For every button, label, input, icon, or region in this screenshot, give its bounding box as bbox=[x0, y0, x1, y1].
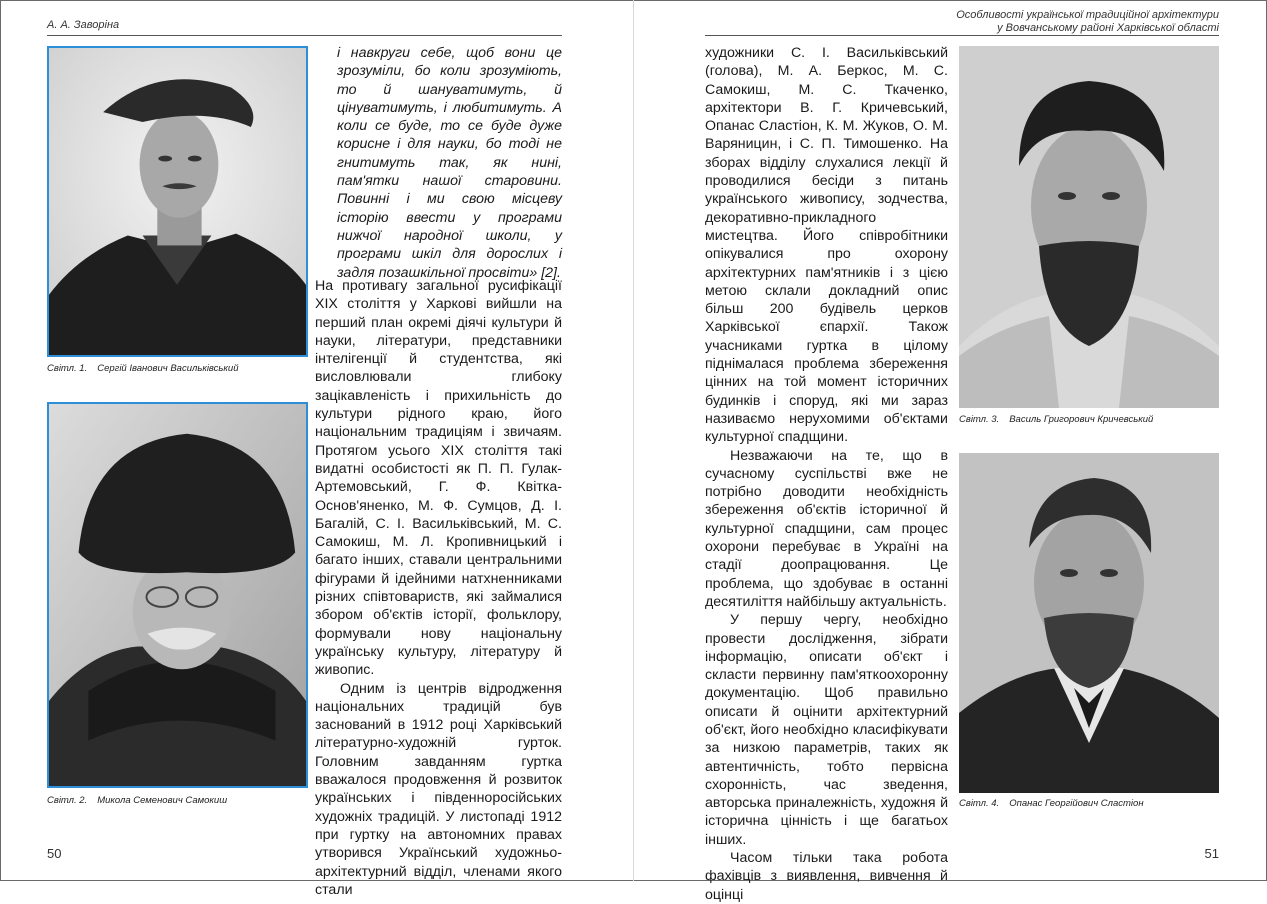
right-paragraph-1: художники С. І. Васильківський (голова), М. А. Беркос, М. С. Самокиш, М. С. Ткаченко, архітектори В. Г. Кричевський, Опанас Сластіон, К. М. Жуков, О. М. Варяницин, і С. П. Тимошенко. На зборах відділу слухалися лекції й проводилися бесіди з питань українського живопису, зодчества, декоративно-прикладного мистецтва. Його співробітники опікувалися про охорону архітектурних пам'ятників і з цією метою склали докладний опис більш 200 будівель церков Харківської єпархії. Також учасниками гуртка в цілому піднімалася проблема збереження цінних на той момент історичних будинків і споруд, які ми зараз називаємо нерухомими об'єктами культурної спадщини. bbox=[705, 45, 948, 446]
header-rule-left bbox=[47, 35, 562, 36]
caption-photo-1: Світл. 1. Сергій Іванович Васильківський bbox=[47, 363, 239, 374]
quote-text: і навкруги себе, щоб вони це зрозуміли, бо коли зрозуміють, то й шануватимуть, й цінуватимуть, і любитимуть. А коли се буде, то се буде дуже корисне і для науки, бо тоді не гнитимуть так, як нині, пам'ятки нашої старовини. Повинні і ми свою місцеву історію ввести у програми нижчої народної школи, у програми шкіл для дорослих і задля позашкільної просвіти» [2]. bbox=[337, 45, 562, 281]
header-title-line-2: у Вовчанському районі Харківської області bbox=[997, 22, 1219, 34]
left-paragraph-2: Одним із центрів відродження національних традицій був заснований в 1912 році Харківський літературно-художній гурток. Головним завданням гуртка вважалося продовження й розвиток українських і південноросійських художніх традицій. У листопаді 1912 при гуртку на автономних правах утворився Український художньо-архітектурний відділ, членами якого стали bbox=[315, 680, 562, 898]
caption-photo-3: Світл. 3. Василь Григорович Кричевський bbox=[959, 414, 1154, 425]
running-header-author: А. А. Заворіна bbox=[47, 19, 120, 31]
left-text-column bbox=[315, 277, 562, 899]
right-paragraph-4: Часом тільки така робота фахівців з виявлення, вивчення й оцінці bbox=[705, 850, 948, 903]
right-paragraph-3: У першу чергу, необхідно провести дослідження, зібрати інформацію, описати об'єкт і скласти первинну пам'яткоохоронну документацію. Щоб правильно описати й оцінити архітектурний об'єкт, його необхідно класифікувати за низкою параметрів, таких як автентичність, тобто первісна схоронність, час зведення, авторська приналежність, художня й історична цінність і ще багатьох інших. bbox=[705, 612, 948, 848]
portrait-photo-2 bbox=[47, 402, 308, 788]
portrait-photo-4 bbox=[959, 453, 1219, 793]
running-header-title bbox=[956, 9, 1219, 35]
quote-block bbox=[337, 44, 562, 282]
right-paragraph-2: Незважаючи на те, що в сучасному суспільстві вже не потрібно доводити необхідність збереження об'єктів історичної й культурної спадщини, сам процес охорони перебуває в Україні на стадії доопрацювання. Це проблема, що здобуває в останні десятиліття найбільшу актуальність. bbox=[705, 447, 948, 610]
right-text-column bbox=[705, 44, 948, 904]
page-number-left: 50 bbox=[47, 846, 62, 861]
header-title-line-1: Особливості української традиційної архітектури bbox=[956, 9, 1219, 21]
caption-photo-2: Світл. 2. Микола Семенович Самокиш bbox=[47, 795, 228, 806]
header-rule-right bbox=[705, 35, 1219, 36]
gutter-line bbox=[633, 0, 634, 881]
page-number-right: 51 bbox=[1204, 846, 1219, 861]
portrait-photo-1 bbox=[47, 46, 308, 357]
portrait-photo-3 bbox=[959, 46, 1219, 408]
left-paragraph-1: На противагу загальної русифікації XIX століття у Харкові вийшли на перший план окремі діячі культури й науки, літератури, представники інтелігенції й студентства, які висловлювали глибоку зацікавленість і прихильність до культури рідного краю, його національним традиціям і звичаям. Протягом усього XIX століття такі видатні особистості як П. П. Гулак-Артемовський, Г. Ф. Квітка-Основ'яненко, М. Ф. Сумцов, Д. І. Багалій, С. І. Васильківський, М. С. Самокиш, М. Л. Кропивницький і багато інших, ставали центральними фігурами й ідейними натхненниками різних співтовариств, які займалися збором об'єктів історії, фольклору, формували нову національну українську культуру, літературу й живопис. bbox=[315, 278, 562, 679]
caption-photo-4: Світл. 4. Опанас Георгійович Сластіон bbox=[959, 798, 1144, 809]
